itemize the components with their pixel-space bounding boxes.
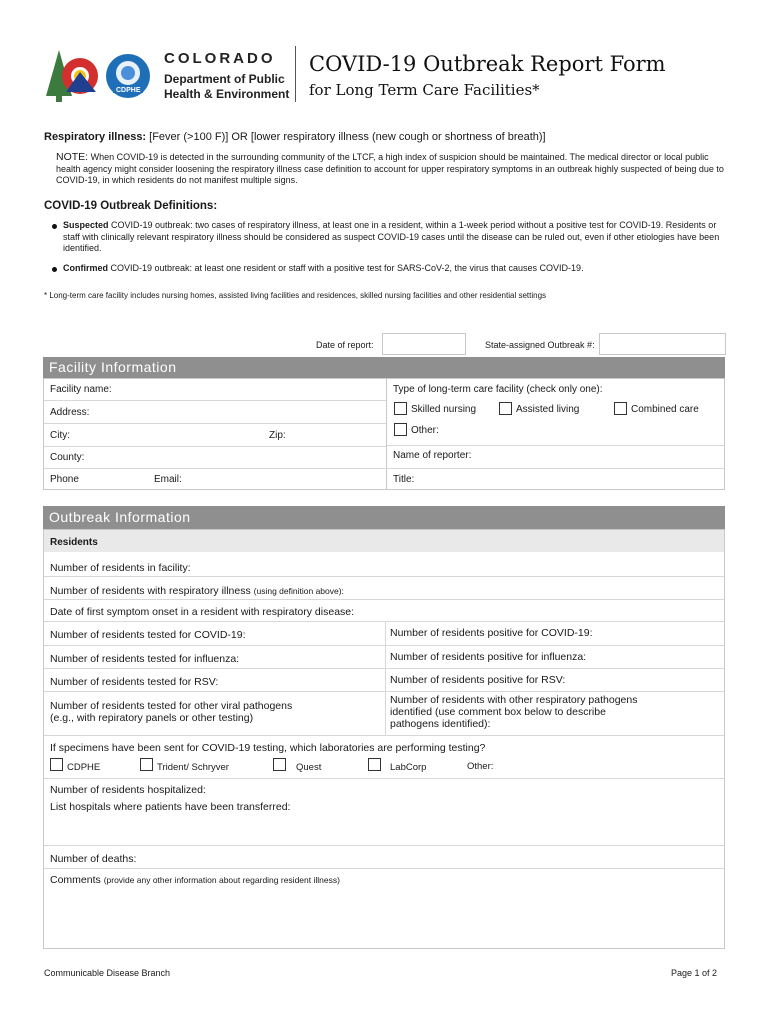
comments-label: Comments: [50, 874, 101, 886]
ob-row-line: [44, 778, 724, 779]
other-type-label[interactable]: Other:: [411, 425, 439, 436]
ob-row-line: [44, 645, 724, 646]
org-dept-2: Health & Environment: [164, 87, 290, 101]
lab-quest-checkbox[interactable]: [273, 758, 286, 771]
fac-row-line: [387, 445, 724, 446]
positive-other-line1: Number of residents with other respiratory pathogens: [390, 694, 638, 706]
fac-row-line: [44, 446, 386, 447]
resp-illness-line: [44, 131, 734, 143]
zip-field[interactable]: Zip:: [269, 430, 286, 441]
residents-in-facility-field[interactable]: Number of residents in facility:: [50, 562, 191, 574]
lab-labcorp-checkbox[interactable]: [368, 758, 381, 771]
other-type-checkbox[interactable]: [394, 423, 407, 436]
footnote: * Long-term care facility includes nursing homes, assisted living facilities and residences, skilled nursing facilities and other residential settings: [44, 291, 547, 300]
positive-other-line3: pathogens identified):: [390, 718, 491, 730]
positive-covid-field[interactable]: Number of residents positive for COVID-19:: [390, 627, 593, 639]
assisted-living-label: Assisted living: [516, 404, 580, 415]
fac-row-line: [44, 423, 386, 424]
positive-flu-field[interactable]: Number of residents positive for influenza:: [390, 651, 587, 663]
page-subtitle: for Long Term Care Facilities*: [309, 81, 540, 99]
onset-date-field[interactable]: Date of first symptom onset in a resident with respiratory disease:: [50, 606, 355, 618]
lab-trident-checkbox[interactable]: [140, 758, 153, 771]
hospitals-field[interactable]: List hospitals where patients have been transferred:: [50, 801, 291, 813]
ob-row-line: [44, 868, 724, 869]
fac-row-line: [44, 400, 386, 401]
facility-header: Facility Information: [43, 357, 725, 378]
resp-illness-note: (using definition above):: [253, 586, 344, 596]
logo-divider: [295, 46, 296, 102]
date-of-report-label: Date of report:: [316, 340, 374, 350]
labs-question: If specimens have been sent for COVID-19 testing, which laboratories are performing testing?: [50, 742, 486, 754]
confirmed-label: Confirmed: [63, 263, 108, 273]
confirmed-def: [63, 263, 723, 275]
suspected-text: COVID-19 outbreak: two cases of respiratory illness, at least one in a resident, within a 1-week period without a positive test for COVID-19. Residents or staff with clinically relevant respiratory illness should be considered as suspect COVID-19 cases until the disease can be ruled out, even if other etiologies have been identified.: [63, 220, 720, 253]
positive-other-line2: identified (use comment box below to describe: [390, 706, 606, 718]
confirmed-text: COVID-19 outbreak: at least one resident or staff with a positive test for SARS-CoV-2, the virus that causes COVID-19.: [110, 263, 584, 273]
fac-row-line: [44, 468, 724, 469]
ob-row-line: [44, 668, 724, 669]
ob-row-line: [44, 691, 724, 692]
hospitalized-field[interactable]: Number of residents hospitalized:: [50, 784, 206, 796]
resp-illness-label: Number of residents with respiratory illness: [50, 585, 251, 597]
tested-other-line2: (e.g., with repiratory panels or other testing): [50, 712, 254, 724]
residents-subheader: [44, 530, 724, 552]
outbreak-header: Outbreak Information: [43, 506, 725, 529]
phone-field[interactable]: Phone: [50, 474, 79, 485]
colorado-logo-icon: [44, 48, 104, 106]
footer-branch: Communicable Disease Branch: [44, 968, 171, 978]
lab-cdphe-checkbox[interactable]: [50, 758, 63, 771]
positive-other-field[interactable]: [390, 694, 637, 730]
lab-cdphe-label: CDPHE: [67, 762, 101, 773]
county-field[interactable]: County:: [50, 452, 85, 463]
note-label: NOTE:: [56, 151, 89, 163]
lab-other-field[interactable]: Other:: [467, 761, 494, 772]
ob-row-line: [44, 735, 724, 736]
note-block: [56, 152, 724, 187]
suspected-def: [63, 220, 723, 255]
skilled-nursing-checkbox[interactable]: [394, 402, 407, 415]
ob-row-line: [44, 845, 724, 846]
lab-labcorp-label: LabCorp: [390, 762, 427, 773]
resp-illness-field[interactable]: [50, 585, 344, 597]
suspected-bullet: [52, 224, 57, 229]
residents-label: Residents: [50, 537, 98, 548]
page-number: Page 1 of 2: [671, 968, 718, 978]
tested-flu-field[interactable]: Number of residents tested for influenza:: [50, 653, 240, 665]
outbreak-number-label: State-assigned Outbreak #:: [485, 340, 595, 350]
ob-row-line: [44, 599, 724, 600]
outbreak-number-field[interactable]: [599, 333, 726, 355]
tested-other-field[interactable]: [50, 700, 292, 724]
title-field[interactable]: Title:: [393, 474, 415, 485]
page-title: COVID-19 Outbreak Report Form: [309, 52, 666, 76]
facility-table: [43, 378, 725, 490]
tested-rsv-field[interactable]: Number of residents tested for RSV:: [50, 676, 219, 688]
date-of-report-field[interactable]: [382, 333, 466, 355]
ob-row-line: [44, 621, 724, 622]
suspected-label: Suspected: [63, 220, 109, 230]
tested-covid-field[interactable]: Number of residents tested for COVID-19:: [50, 629, 246, 641]
assisted-living-checkbox[interactable]: [499, 402, 512, 415]
comments-note: (provide any other information about regarding resident illness): [103, 875, 340, 885]
facility-divider: [386, 378, 387, 489]
ob-row-line: [44, 576, 724, 577]
org-name: COLORADO: [164, 50, 276, 67]
combined-care-checkbox[interactable]: [614, 402, 627, 415]
lab-trident-label: Trident/ Schryver: [157, 762, 229, 773]
note-text: When COVID-19 is detected in the surrounding community of the LTCF, a high index of suspicion should be maintained. The medical director or local public health agency might consider loosening the respiratory illness case definition to account for upper respiratory symptoms in an outbreak highly suspected of being due to COVID-19, in which residents do not manifest multiple signs.: [56, 152, 724, 185]
address-field[interactable]: Address:: [50, 407, 90, 418]
org-dept: Department of Public: [164, 72, 285, 86]
city-field[interactable]: City:: [50, 430, 70, 441]
resp-text: [Fever (>100 F)] OR [lower respiratory illness (new cough or shortness of breath)]: [149, 131, 546, 143]
tested-other-line1: Number of residents tested for other viral pathogens: [50, 700, 293, 712]
facility-type-label: Type of long-term care facility (check only one):: [393, 384, 603, 395]
definitions-title: COVID-19 Outbreak Definitions:: [44, 200, 218, 212]
resp-label: Respiratory illness:: [44, 131, 147, 143]
reporter-field[interactable]: Name of reporter:: [393, 450, 472, 461]
deaths-field[interactable]: Number of deaths:: [50, 853, 137, 865]
ob-col-divider: [385, 621, 386, 735]
facility-name-field[interactable]: Facility name:: [50, 384, 112, 395]
positive-rsv-field[interactable]: Number of residents positive for RSV:: [390, 674, 566, 686]
confirmed-bullet: [52, 267, 57, 272]
combined-care-label: Combined care: [631, 404, 699, 415]
badge-text: CDPHE: [116, 87, 141, 94]
logo: [44, 46, 304, 106]
comments-field[interactable]: [50, 874, 340, 886]
lab-quest-label: Quest: [296, 762, 322, 773]
skilled-nursing-label: Skilled nursing: [411, 404, 477, 415]
email-field[interactable]: Email:: [154, 474, 182, 485]
